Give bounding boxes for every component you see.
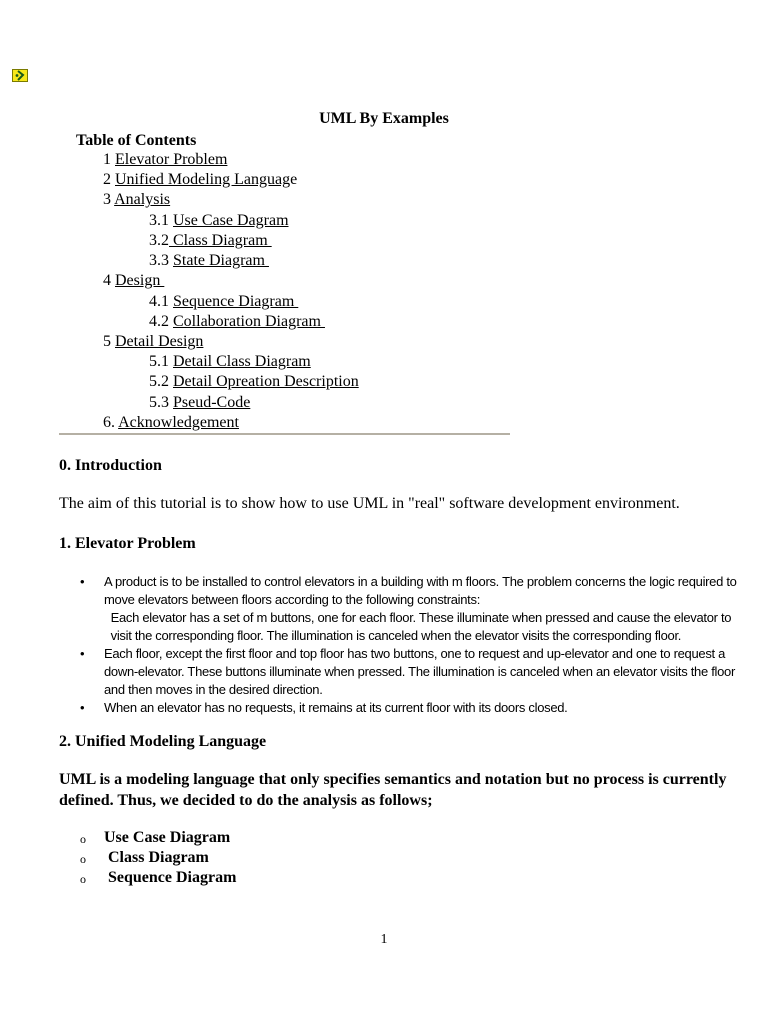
toc-heading: Table of Contents	[76, 132, 197, 149]
list-item-text: Each floor, except the first floor and top floor has two buttons, one to request and up-elevator and one to request a down-elevator. These buttons illuminate when pressed. The illumination is canceled when an elevator visits the floor and then moves in the desired direction.	[104, 646, 735, 697]
toc-item	[103, 170, 297, 190]
section-heading-introduction: 0. Introduction	[59, 457, 162, 474]
toc-number: 6.	[103, 414, 119, 431]
toc-divider	[59, 433, 510, 435]
toc-number: 2	[103, 171, 115, 188]
toc-link[interactable]: Detail Design	[115, 333, 204, 350]
toc-link[interactable]: Elevator Problem	[115, 151, 228, 168]
list-item-text: A product is to be installed to control elevators in a building with m floors. The problem concerns the logic required to move elevators between floors according to the following constraints:	[104, 574, 737, 607]
toc-number: 5.3	[149, 394, 173, 411]
toc-number: 4.1	[149, 293, 173, 310]
toc-number: 3.3	[149, 252, 173, 269]
list-item: o Class Diagram	[80, 848, 236, 868]
list-item	[78, 573, 758, 645]
toc-number: 3.1	[149, 212, 173, 229]
toc-link[interactable]: Detail Class Diagram	[173, 353, 311, 370]
toc-number: 4	[103, 272, 115, 289]
elevator-constraints-list	[78, 573, 758, 717]
toc-item	[149, 231, 272, 251]
toc-item	[103, 271, 164, 291]
toc-link[interactable]: State Diagram	[173, 252, 269, 269]
toc-link[interactable]: Unified Modeling Languag	[115, 171, 291, 188]
toc-link[interactable]: Class Diagram	[169, 232, 272, 249]
toc-item	[149, 352, 311, 372]
toc-item	[103, 332, 203, 352]
list-item	[78, 645, 758, 699]
toc-item	[149, 251, 269, 271]
list-item: o Sequence Diagram	[80, 868, 236, 888]
analysis-diagram-list	[80, 828, 236, 888]
toc-item	[103, 150, 227, 170]
toc-number: 1	[103, 151, 115, 168]
toc-link[interactable]: Analysis	[114, 191, 171, 208]
toc-number: 5.2	[149, 373, 173, 390]
toc-suffix: e	[290, 171, 298, 188]
toc-number: 3.2	[149, 232, 169, 249]
introduction-paragraph: The aim of this tutorial is to show how to use UML in "real" software development environment.	[59, 495, 680, 512]
list-item-text: When an elevator has no requests, it remains at its current floor with its doors closed.	[104, 700, 568, 715]
toc-item	[103, 413, 239, 433]
toc-item	[149, 292, 298, 312]
document-title: UML By Examples	[319, 110, 449, 127]
toc-item	[149, 393, 250, 413]
document-logo-icon	[12, 69, 28, 82]
toc-number: 4.2	[149, 313, 173, 330]
list-item-text-continued: Each elevator has a set of m buttons, one for each floor. These illuminate when pressed and cause the elevator to visit the corresponding floor. The illumination is canceled when the elevator visits the corresponding floor.	[104, 610, 732, 643]
section-heading-uml: 2. Unified Modeling Language	[59, 733, 267, 750]
toc-item	[103, 190, 170, 210]
toc-link[interactable]: Design	[115, 272, 165, 289]
toc-link[interactable]: Collaboration Diagram	[173, 313, 325, 330]
toc-item	[149, 312, 325, 332]
section-heading-elevator-problem: 1. Elevator Problem	[59, 535, 196, 552]
toc-item	[149, 372, 359, 392]
toc-link[interactable]: Detail Opreation Description	[173, 373, 359, 390]
toc-number: 5	[103, 333, 115, 350]
list-item	[78, 699, 758, 717]
toc-link[interactable]: Acknowledgement	[118, 414, 239, 431]
uml-paragraph: UML is a modeling language that only specifies semantics and notation but no process is currently defined. Thus, we decided to do the analysis as follows;	[59, 771, 727, 809]
toc-number: 5.1	[149, 353, 173, 370]
toc-number: 3	[103, 191, 115, 208]
toc-item	[149, 211, 289, 231]
toc-link[interactable]: Use Case Dagram	[173, 212, 289, 229]
list-item: o Use Case Diagram	[80, 828, 236, 848]
toc-link[interactable]: Pseud-Code	[173, 394, 251, 411]
page-number: 1	[380, 932, 388, 947]
toc-link[interactable]: Sequence Diagram	[173, 293, 299, 310]
